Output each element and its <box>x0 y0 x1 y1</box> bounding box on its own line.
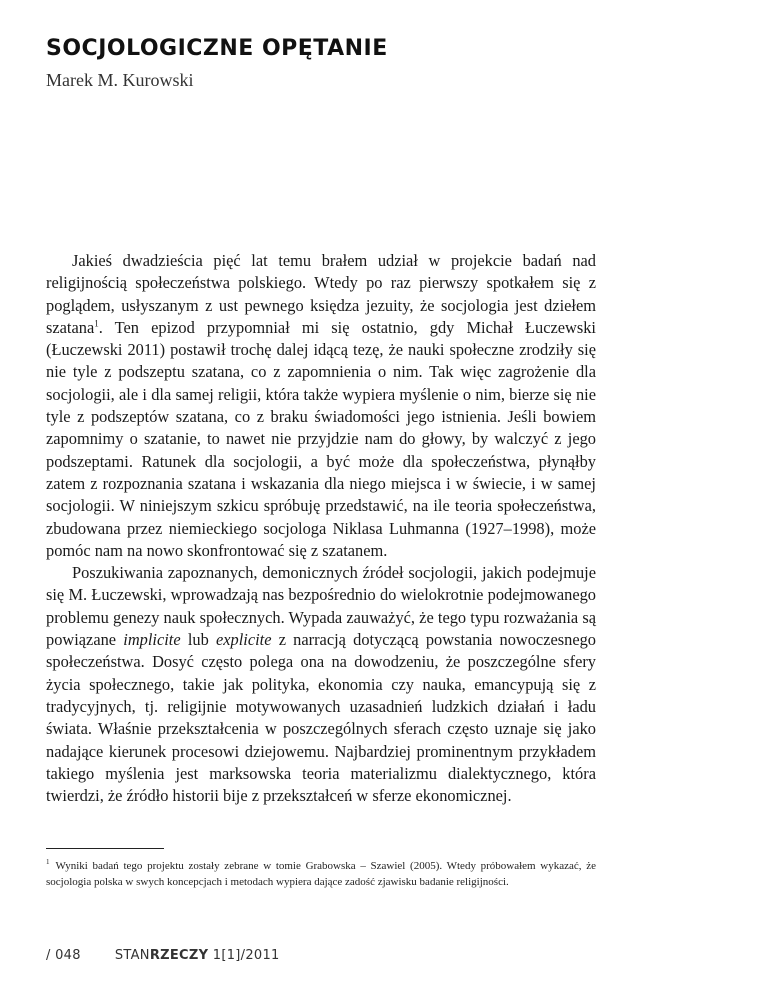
journal-name-light: STAN <box>114 948 150 963</box>
page-number: / 048 <box>46 948 81 963</box>
paragraph-1 <box>46 250 596 562</box>
term-implicite: implicite <box>123 630 181 650</box>
paragraph-1-text-a: Jakieś dwadzieścia pięć lat temu brałem udział w projekcie badań nad religijnością społeczeństwa polskiego. Wtedy po raz pierwszy spotkałem się z poglądem, usłyszanym z ust pewnego księdza jezuity, że socjologia jest dziełem szatana <box>46 251 596 337</box>
article-title: SOCJOLOGICZNE OPĘTANIE <box>46 36 388 61</box>
footnote <box>46 858 596 890</box>
footnote-number: 1 <box>46 858 50 867</box>
paragraph-1-text-b: . Ten epizod przypomniał mi się ostatnio, gdy Michał Łuczewski (Łuczewski 2011) postawił trochę dalej idącą tezę, że nauki społeczne zrodziły się nie tyle z podszeptu szatana, co z zapomnienia o nim. Tak więc zagrożenie dla socjologii, ale i dla samej religii, która także wypiera myślenie o nim, bierze się nie tyle z podszeptów szatana, co z braku świadomości jego istnienia. Jeśli bowiem zapomnimy o szatanie, to nawet nie przyjdzie nam do głowy, by walczyć z jego podszeptami. Ratunek dla socjologii, a być może dla społeczeństwa, płynąłby zatem z rozpoznania szatana i wskazania dla niego miejsca i w świecie, i w samej socjologii. W niniejszym szkicu spróbuję przedstawić, na ile teoria społeczeństwa, zbudowana przez niemieckiego socjologa Niklasa Luhmanna (1927–1998), może pomóc nam na nowo skonfrontować się z szatanem. <box>46 317 596 560</box>
paragraph-2-text-b: z narracją dotyczącą powstania nowoczesnego społeczeństwa. Dosyć często polega ona na dowodzeniu, że poszczególne sfery życia społecznego, takie jak polityka, ekonomia czy nauka, emancypują się z tradycyjnych, tj. religijnie motywowanych uzasadnień ludzkich działań i ładu świata. Właśnie przekształcenia w poszczególnych sferach często uznaje się jako nadające kierunek procesowi dziejowemu. Najbardziej prominentnym przykładem takiego myślenia jest marksowska teoria materializmu dialektycznego, która twierdzi, że źródło historii bije z przekształceń w sferze ekonomicznej. <box>46 630 596 806</box>
article-author: Marek M. Kurowski <box>46 70 194 90</box>
paragraph-2-connector: lub <box>180 630 216 650</box>
paragraph-2-text-a: Poszukiwania zapoznanych, demonicznych źródeł socjologii, jakich podejmuje się M. Łuczewski, wprowadzają nas bezpośrednio do wielokrotnie podejmowanego problemu genezy nauk społecznych. Wypada zauważyć, że tego typu rozważania są powiązane <box>46 563 596 650</box>
journal-issue: 1[1]/2011 <box>208 948 280 963</box>
journal-name-bold: RZECZY <box>149 948 209 963</box>
footnote-reference[interactable]: 1 <box>94 318 99 329</box>
term-explicite: explicite <box>215 630 272 650</box>
footnote-divider <box>46 848 164 849</box>
footnote-text: Wyniki badań tego projektu zostały zebrane w tomie Grabowska – Szawiel (2005). Wtedy próbowałem wykazać, że socjologia polska w swych koncepcjach i metodach wypiera dające zadość zjawisku badanie religijności. <box>46 860 596 888</box>
article-body <box>46 250 596 807</box>
paragraph-2 <box>46 562 596 807</box>
page-footer <box>46 948 280 963</box>
